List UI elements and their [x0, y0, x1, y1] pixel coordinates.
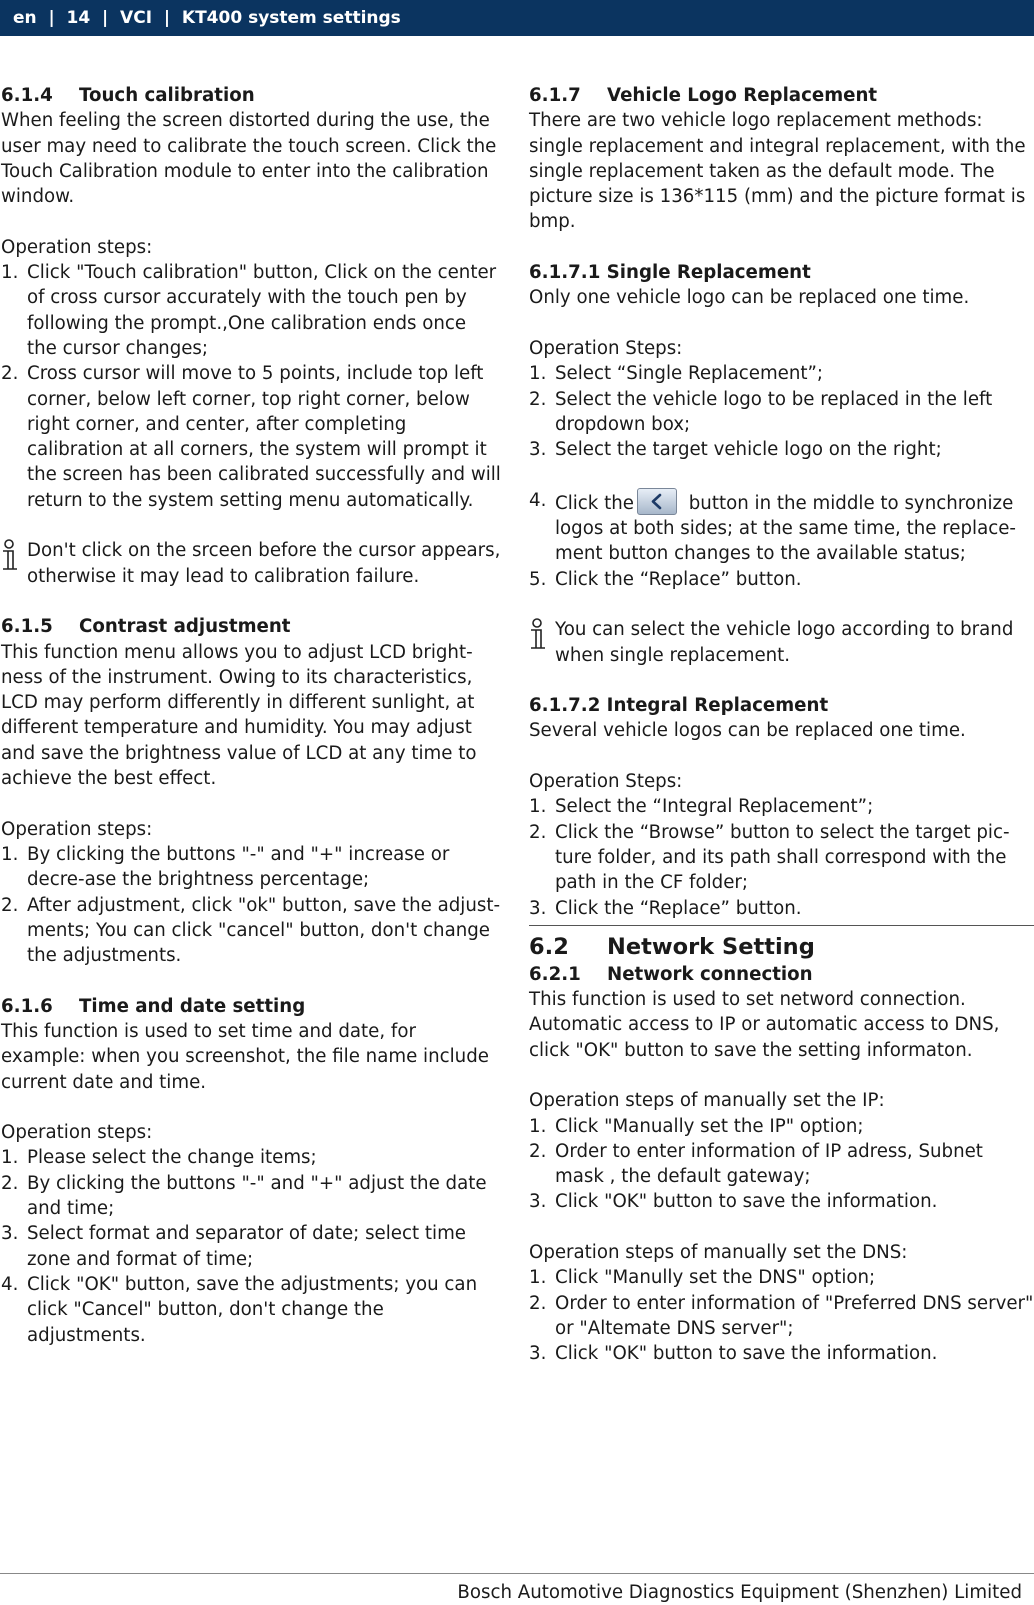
list-text-pre: Click the	[555, 492, 634, 514]
list-number: 2.	[529, 1140, 547, 1162]
list-item	[529, 437, 1034, 462]
steps-list	[529, 488, 1034, 592]
section-heading-6-1-7-1: 6.1.7.1 Single Replacement	[529, 262, 811, 284]
list-text: By clicking the buttons "-" and "+" increase or decre-ase the brightness percentage;	[27, 843, 450, 891]
list-text: Click "Touch calibration" button, Click on the center of cross cursor accurately with the touch pen by following the prompt.,One calibration ends once the cursor changes;	[27, 262, 497, 359]
list-text: Click "Manually set the IP" option;	[555, 1115, 864, 1137]
list-number: 1.	[1, 1147, 19, 1169]
list-number: 3.	[529, 1343, 547, 1365]
section-heading-6-1-4	[1, 83, 501, 108]
list-text: Click the “Browse” button to select the target pic-ture folder, and its path shall correspond with the path in the CF folder;	[555, 821, 1010, 894]
section-heading-6-1-5	[1, 614, 501, 639]
list-number: 2.	[1, 894, 19, 916]
list-text: Click "OK" button to save the information.	[555, 1191, 938, 1213]
section-heading-6-1-7-2: 6.1.7.2 Integral Replacement	[529, 695, 829, 717]
section-title: Time and date setting	[79, 995, 306, 1017]
left-column	[1, 83, 501, 1348]
list-text-post: button in the middle to synchronize logos at both sides; at the same time, the replace-ment button changes to the available status;	[555, 492, 1016, 565]
list-text: Click "OK" button to save the information.	[555, 1343, 938, 1365]
list-item	[1, 1272, 501, 1348]
steps-label: Operation Steps:	[529, 771, 683, 793]
list-number: 2.	[529, 1292, 547, 1314]
list-text: Cross cursor will move to 5 points, include top left corner, below left corner, top right corner, below right corner, and center, after completing calibration at all corners, the system will prompt it the screen has been calibrated successfully and will return to the system setting menu automatically.	[27, 363, 501, 511]
list-number: 2.	[1, 1172, 19, 1194]
list-number: 3.	[529, 1191, 547, 1213]
page-footer: Bosch Automotive Diagnostics Equipment (Shenzhen) Limited	[457, 1582, 1022, 1603]
list-number: 1.	[529, 796, 547, 818]
section-heading-6-2	[529, 932, 1034, 962]
paragraph: This function is used to set time and date, for example: when you screenshot, the file name include current date and time.	[1, 1020, 489, 1093]
list-item	[529, 896, 1034, 921]
list-text: Select the target vehicle logo on the right;	[555, 439, 942, 461]
list-number: 3.	[529, 897, 547, 919]
list-text: Click the “Replace” button.	[555, 897, 802, 919]
section-heading-6-1-7	[529, 83, 1034, 108]
list-item	[529, 567, 1034, 592]
section-title: Touch calibration	[79, 85, 255, 106]
list-text: Select the vehicle logo to be replaced in the left dropdown box;	[555, 388, 993, 435]
list-item	[1, 1171, 501, 1222]
section-title: Contrast adjustment	[79, 616, 291, 638]
list-item	[1, 893, 501, 969]
list-item	[1, 1145, 501, 1170]
steps-label: Operation steps:	[1, 1122, 153, 1144]
right-column	[529, 83, 1034, 1367]
section-number: 6.1.6	[1, 995, 53, 1017]
list-text: Select “Single Replacement”;	[555, 363, 824, 385]
paragraph: Several vehicle logos can be replaced one time.	[529, 720, 966, 742]
list-text: Order to enter information of "Preferred DNS server" or "Altemate DNS server";	[555, 1292, 1034, 1339]
list-text: Click the “Replace” button.	[555, 568, 802, 590]
info-icon	[1, 539, 21, 571]
section-title: Vehicle Logo Replacement	[607, 85, 878, 106]
section-title: Network connection	[607, 963, 813, 985]
list-number: 1.	[529, 363, 547, 385]
steps-label: Operation Steps:	[529, 337, 683, 359]
footer-divider	[0, 1573, 1034, 1574]
list-item	[529, 1189, 1034, 1214]
list-number: 2.	[1, 363, 19, 385]
paragraph: Only one vehicle logo can be replaced one time.	[529, 287, 970, 309]
list-item	[1, 260, 501, 361]
section-heading-6-2-1	[529, 962, 1034, 987]
list-item	[529, 1291, 1034, 1342]
section-number: 6.2.1	[529, 963, 581, 985]
list-text: Please select the change items;	[27, 1147, 317, 1169]
section-number: 6.1.4	[1, 85, 53, 106]
list-text: Click "OK" button, save the adjustments; you can click "Cancel" button, don't change the adjustments.	[27, 1273, 478, 1346]
section-number: 6.1.5	[1, 616, 53, 638]
list-text: By clicking the buttons "-" and "+" adjust the date and time;	[27, 1172, 487, 1220]
paragraph: When feeling the screen distorted during the use, the user may need to calibrate the touch screen. Click the Touch Calibration module to enter into the calibration window.	[1, 110, 497, 208]
list-text: Order to enter information of IP adress, Subnet mask , the default gateway;	[555, 1140, 983, 1188]
section-title: Network Setting	[607, 933, 815, 960]
list-item	[1, 842, 501, 893]
section-divider	[529, 925, 1034, 926]
steps-list	[1, 842, 501, 968]
section-heading-6-1-6	[1, 994, 501, 1019]
steps-list	[1, 1145, 501, 1347]
list-item	[529, 820, 1034, 896]
page-header: en | 14 | VCI | KT400 system settings	[0, 0, 1034, 36]
steps-label: Operation steps of manually set the DNS:	[529, 1242, 908, 1264]
note-text: You can select the vehicle logo according to brand when single replacement.	[555, 619, 1014, 666]
list-number: 4.	[1, 1273, 19, 1295]
section-number: 6.1.7	[529, 85, 581, 106]
list-text: After adjustment, click "ok" button, save the adjust-ments; You can click "cancel" button, don't change the adjustments.	[27, 894, 501, 967]
list-item	[529, 361, 1034, 386]
list-text: Select format and separator of date; select time zone and format of time;	[27, 1223, 466, 1270]
list-text: Click "Manully set the DNS" option;	[555, 1267, 876, 1289]
list-text: Select the “Integral Replacement”;	[555, 796, 874, 818]
list-item	[1, 361, 501, 513]
list-number: 1.	[529, 1267, 547, 1289]
list-number: 1.	[1, 843, 19, 865]
chevron-left-icon	[638, 489, 676, 514]
note-text: Don't click on the srceen before the cursor appears, otherwise it may lead to calibration failure.	[27, 540, 501, 587]
info-note	[529, 617, 1034, 668]
info-note	[1, 538, 501, 589]
list-number: 3.	[1, 1223, 19, 1245]
list-number: 3.	[529, 439, 547, 461]
list-item	[529, 387, 1034, 438]
back-arrow-button-image	[637, 488, 677, 515]
list-number: 2.	[529, 388, 547, 410]
list-number: 5.	[529, 568, 547, 590]
list-item	[529, 1114, 1034, 1139]
list-item	[1, 1221, 501, 1272]
steps-list	[529, 1265, 1034, 1366]
paragraph: This function is used to set netword connection. Automatic access to IP or automatic access to DNS, click "OK" button to save the setting informaton.	[529, 989, 1000, 1061]
steps-list	[1, 260, 501, 513]
list-item	[529, 488, 1034, 567]
list-number: 4.	[529, 489, 547, 511]
list-item	[529, 1265, 1034, 1290]
paragraph: This function menu allows you to adjust LCD bright-ness of the instrument. Owing to its characteristics, LCD may perform differently in different sunlight, at different temperature and humidity. You may adjust and save the brightness value of LCD at any time to achieve the best effect.	[1, 641, 477, 790]
list-number: 1.	[529, 1115, 547, 1137]
steps-label: Operation steps of manually set the IP:	[529, 1090, 885, 1112]
list-number: 2.	[529, 821, 547, 843]
section-number: 6.2	[529, 933, 569, 960]
steps-list	[529, 1114, 1034, 1215]
list-item	[529, 794, 1034, 819]
steps-label: Operation steps:	[1, 818, 153, 840]
list-item	[529, 1139, 1034, 1190]
steps-list	[529, 361, 1034, 462]
info-icon	[529, 618, 549, 650]
list-item	[529, 1341, 1034, 1366]
steps-label: Operation steps:	[1, 236, 153, 258]
paragraph: There are two vehicle logo replacement methods: single replacement and integral replacement, with the single replacement taken as the default mode. The picture size is 136*115 (mm) and the picture format is bmp.	[529, 110, 1026, 233]
list-number: 1.	[1, 262, 19, 284]
steps-list	[529, 794, 1034, 920]
